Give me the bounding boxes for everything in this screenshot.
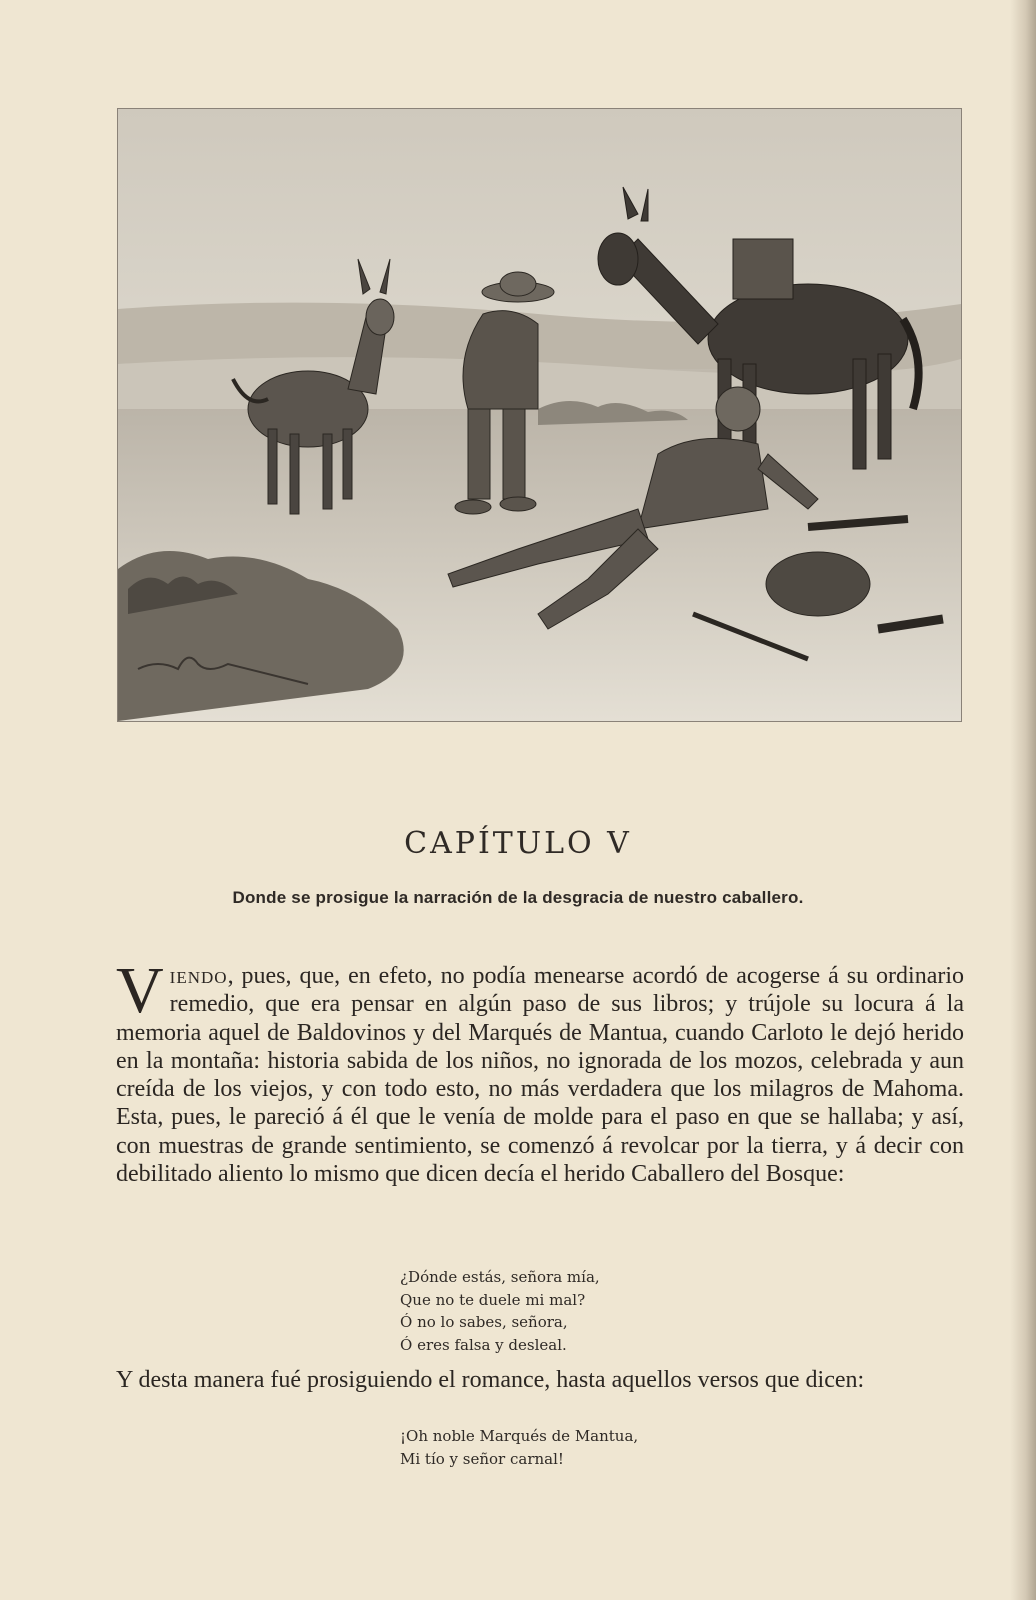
page-edge-shadow <box>1010 0 1036 1600</box>
paragraph-2-text: Y desta manera fué prosiguiendo el romance, hasta aquellos versos que dicen: <box>116 1367 865 1393</box>
knight-fallen-illustration-icon <box>118 109 961 721</box>
chapter-title: CAPÍTULO V <box>404 826 632 861</box>
verse-block-2 <box>400 1425 638 1470</box>
verse-block-1 <box>400 1266 600 1356</box>
lead-caps: iendo <box>169 963 228 989</box>
chapter-illustration <box>117 108 962 722</box>
drop-cap: V <box>116 954 164 1027</box>
paragraph-2 <box>116 1366 964 1394</box>
chapter-subtitle: Donde se prosigue la narración de la desgracia de nuestro caballero. <box>232 888 804 907</box>
verse-line: Que no te duele mi mal? <box>400 1290 586 1309</box>
verse-line: ¡Oh noble Marqués de Mantua, <box>400 1427 639 1445</box>
verse-line: ¿Dónde estás, señora mía, <box>400 1268 600 1286</box>
verse-line: Ó no lo sabes, señora, <box>400 1313 568 1331</box>
verse-line: Mi tío y señor carnal! <box>400 1449 564 1468</box>
verse-line: Ó eres falsa y desleal. <box>400 1335 567 1354</box>
paragraph-1 <box>116 954 964 1188</box>
paragraph-1-text: , pues, que, en efeto, no podía menearse acordó de acogerse á su ordinario remedio, que era pensar en algún paso de sus libros; y trújole su locura á la memoria aquel de Baldovinos y del Marqués de Mantua, cuando Carloto le dejó herido en la montaña: historia sabida de los niños, no ignorada de los mozos, celebrada y aun creída de los viejos, y con todo esto, no más verdadera que los milagros de Mahoma. Esta, pues, le pareció á él que le venía de molde para el paso en que se hallaba; y así, con muestras de grande sentimiento, se comenzó á revolcar por la tierra, y á decir con debilitado aliento lo mismo que dicen decía el herido Caballero del Bosque: <box>116 963 964 1188</box>
